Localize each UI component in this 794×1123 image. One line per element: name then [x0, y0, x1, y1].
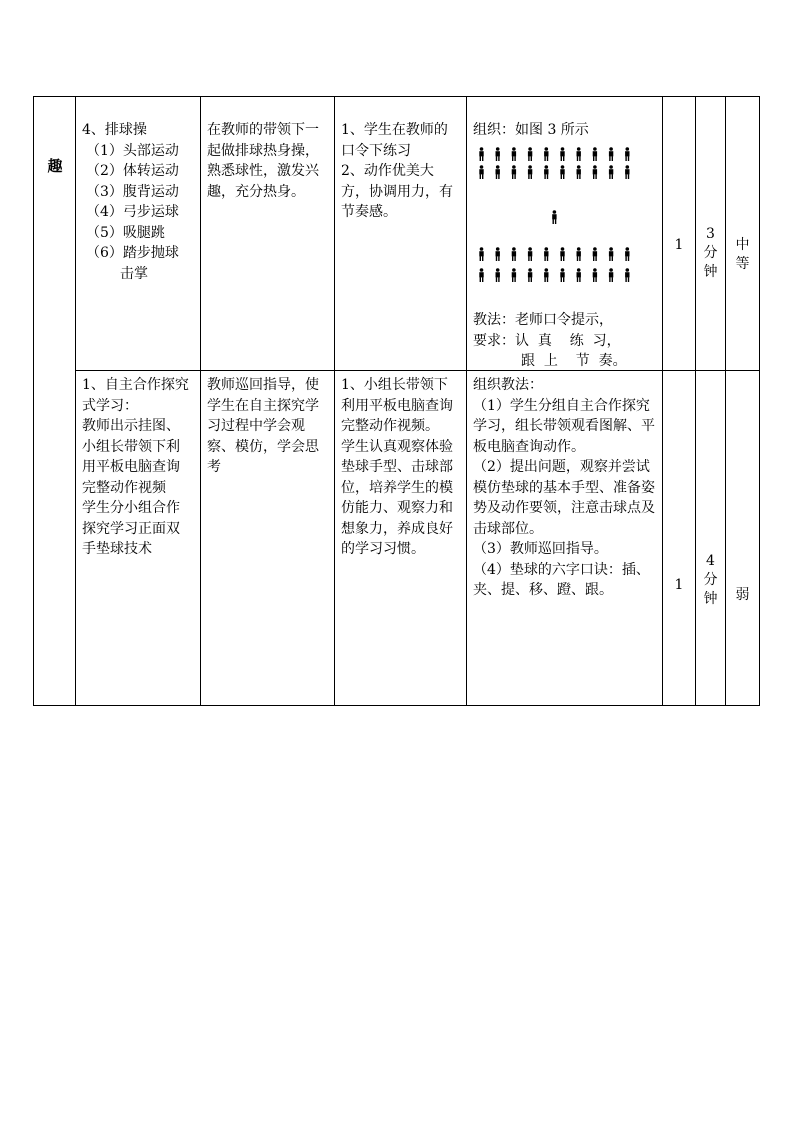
row2-organization — [473, 375, 655, 601]
student-figure-icon — [593, 247, 597, 261]
student-figure-icon — [479, 147, 483, 161]
row2-org-item: （2）提出问题，观察并尝试模仿垫球的基本手型、准备姿势及动作要领，注意击球点及击球部位。 — [473, 459, 655, 537]
student-figure-icon — [560, 268, 564, 282]
student-figure-icon — [479, 165, 483, 179]
student-figure-icon — [512, 268, 516, 282]
phase-label: 趣 — [47, 157, 63, 175]
row1-content — [82, 120, 198, 284]
student-figure-icon — [577, 268, 581, 282]
row1-duration — [696, 225, 725, 282]
row2-duration-char: 分 — [703, 572, 718, 588]
row1-content-item-cont: 击掌 — [120, 265, 148, 282]
student-figure-icon — [479, 268, 483, 282]
row1-intensity-char: 中 — [735, 237, 750, 253]
row1-teacher-text: 在教师的带领下一起做排球热身操，熟悉球性，激发兴趣，充分热身。 — [207, 122, 319, 200]
row2-org-item: （1）学生分组自主合作探究学习，组长带领观看图解、平板电脑查询动作。 — [473, 397, 655, 455]
row2-duration-char: 钟 — [703, 591, 718, 607]
student-figure-icon — [496, 268, 500, 282]
student-figure-icon — [528, 247, 532, 261]
student-figure-icon — [544, 147, 548, 161]
row1-content-item: （1）头部运动 — [86, 142, 179, 159]
row2-org-item: （3）教师巡回指导。 — [473, 541, 608, 557]
row2-student-line: 学生认真观察体验垫球手型、击球部位，培养学生的模仿能力、观察力和想象力，养成良好的学习习惯。 — [341, 438, 453, 557]
row2-org-item: （4）垫球的六字口诀：插、夹、提、移、蹬、跟。 — [473, 561, 650, 598]
row1-duration-char: 分 — [703, 245, 718, 261]
student-figure-icon — [479, 247, 483, 261]
teacher-figure-icon — [552, 210, 556, 224]
row2-teacher — [207, 375, 325, 478]
student-figure-icon — [528, 268, 532, 282]
row1-org-method-text: 教法：老师口令提示， — [473, 312, 613, 328]
row1-content-item: （4）弓步运球 — [86, 204, 179, 220]
student-figure-icon — [496, 147, 500, 161]
student-figure-icon — [609, 247, 613, 261]
student-figure-icon — [560, 247, 564, 261]
row1-org-title: 组织：如图 3 所示 — [473, 122, 589, 138]
row1-duration-char: 3 — [706, 226, 715, 242]
student-figure-icon — [609, 147, 613, 161]
row2-content — [82, 375, 190, 560]
student-figure-icon — [609, 165, 613, 179]
student-figure-icon — [593, 147, 597, 161]
row1-duration-char: 钟 — [703, 264, 718, 280]
row1-student-line1: 1、学生在教师的口令下练习 — [341, 122, 448, 159]
row1-org-requirement-2: 跟 上 节 奏。 — [521, 353, 627, 369]
row2-content-line: 小组长带领下利用平板电脑查询完整动作视频 — [82, 438, 180, 496]
student-figure-icon — [512, 247, 516, 261]
row1-content-item: （5）吸腿跳 — [86, 224, 165, 241]
student-figure-icon — [609, 268, 613, 282]
student-figure-icon — [593, 165, 597, 179]
student-figure-icon — [560, 165, 564, 179]
row1-org-requirement-1: 要求：认 真 练 习， — [473, 332, 621, 349]
student-figure-icon — [512, 165, 516, 179]
student-figure-icon — [593, 268, 597, 282]
row2-intensity — [726, 586, 759, 605]
row2-content-line: 教师出示挂图、 — [82, 418, 180, 434]
row1-intensity — [726, 236, 759, 274]
student-figure-icon — [577, 247, 581, 261]
row1-intensity-char: 等 — [735, 256, 750, 272]
row2-org-title: 组织教法： — [473, 377, 543, 393]
student-figure-icon — [512, 147, 516, 161]
row1-org-method — [473, 310, 659, 372]
row2-content-line: 1、自主合作探究式学习： — [82, 377, 189, 414]
student-figure-icon — [544, 165, 548, 179]
student-figure-icon — [528, 165, 532, 179]
row2-content-line: 学生分小组合作探究学习正面双手垫球技术 — [82, 500, 180, 557]
student-figure-icon — [560, 147, 564, 161]
row2-student-line: 1、小组长带领下利用平板电脑查询完整动作视频。 — [341, 377, 453, 434]
student-figure-icon — [577, 165, 581, 179]
row2-times: 1 — [674, 577, 684, 593]
row2-duration — [696, 552, 725, 609]
student-figure-icon — [544, 247, 548, 261]
student-figure-icon — [528, 147, 532, 161]
student-figure-icon — [544, 268, 548, 282]
row2-student — [341, 375, 458, 560]
student-figure-icon — [625, 247, 629, 261]
row1-student-line2: 2、动作优美大方，协调用力，有节奏感。 — [341, 163, 453, 220]
student-figure-icon — [625, 268, 629, 282]
formation-diagram — [477, 145, 637, 290]
student-figure-icon — [496, 165, 500, 179]
row1-content-title: 4、排球操 — [82, 122, 147, 138]
row1-student — [341, 120, 458, 223]
student-figure-icon — [496, 247, 500, 261]
row2-duration-char: 4 — [706, 553, 715, 569]
student-figure-icon — [577, 147, 581, 161]
row1-times: 1 — [674, 237, 684, 253]
row1-content-item: （6）踏步抛球 — [86, 245, 179, 261]
student-figure-icon — [625, 147, 629, 161]
student-figure-icon — [625, 165, 629, 179]
row1-content-item: （2）体转运动 — [86, 163, 179, 179]
row1-content-item: （3）腹背运动 — [86, 183, 179, 200]
row1-teacher — [207, 120, 329, 202]
row2-intensity-char: 弱 — [735, 587, 750, 603]
row2-teacher-text: 教师巡回指导，使学生在自主探究学习过程中学会观察、模仿，学会思考 — [207, 377, 319, 475]
